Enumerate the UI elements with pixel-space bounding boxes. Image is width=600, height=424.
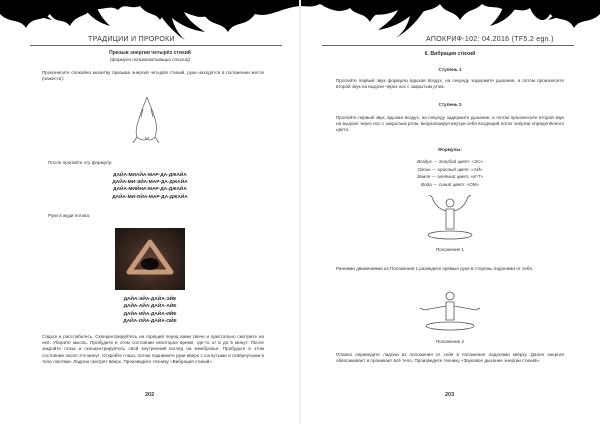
formulas-title: Формулы:: [438, 147, 462, 152]
step2-text: Пропойте первый звук, вдыхая воздух, на секунду задержите дыхание, а потом произнесите второй звук на выдохе через нос с закрытым ртом, визуализируя внутри себя входящий поток энергии определённого цвета.: [336, 115, 564, 133]
mantra-line: ДАЙА-АЙА-ДАЙА-АЙЕ: [123, 304, 177, 310]
page-header: АПОКРИФ-102: 04.2016 (ТF5.2 egn.): [426, 36, 554, 43]
praying-hands-illustration: [125, 95, 169, 145]
mantra-line: ДАЙА-МИ-ОЙА-МАР-ДА-ДЖАЙА: [112, 194, 188, 200]
formula-item: Вода — синий цвет: «ОМ»: [421, 181, 479, 187]
section-subtitle: (формула поливоактивации стихий): [110, 57, 190, 62]
hands-triangle-photo: [115, 228, 185, 290]
mantra-line: ДАЙА-МИ-ЭЙА-МАР-ДА-ДЖАЙА: [112, 180, 188, 186]
formula-item: Огонь — красный цвет: «АЙ»: [417, 166, 483, 172]
step2-title: Ступень 2: [438, 102, 462, 107]
final-paragraph: Плавно переведите ладони из положения от себя в положение ладонями кверху. Далее энергия обволакивает и проникает всё тело. Произведите технику «Звуковое дыхание энергии стихий».: [336, 352, 564, 364]
closing-paragraph: Сядьте и расслабьтесь. Сконцентрируйтесь на горящей перед вами свече и пристально смотрите на неё. Уберите мысль. Пробудите в этом состоянии некоторое время, где-то от 5 до 5 минут. После закройте глаза и сконцентрируйтесь свой внутренний взгляд на межбровье. Пробудьте в этом состоянии около 3-5 минут. Откройте глаза, потом поднимите руки вверх с согнутыми и отвёрнутыми в тела локтями. Ладони смотрят вверх. Произведите технику «Вибрация стихий».: [42, 334, 264, 364]
formulas-list: [360, 158, 540, 188]
hands-label: Руки в жуди потока:: [48, 213, 91, 218]
position-2-caption: Положение 2: [435, 339, 465, 344]
intro-paragraph: Произнесите спокойно молитву призыва энергий четырёх стихий, руки находятся в положении жести (нажести):: [42, 70, 264, 82]
mantra-line: ДАЙА-ЭЙА-ДАЙА-ЭЙЕ: [123, 297, 177, 302]
formula-item: Воздух — голубой цвет: «ЭС»: [417, 159, 483, 164]
section-title: 6. Вибрация стихий: [424, 51, 476, 57]
mantra-line: ДАЙА-МИЙНА-МАР-ДА-ДЖАЙА: [113, 187, 187, 193]
mantra-line: ДАЙА-ОЙА-ДАЙА-ОЙЕ: [123, 319, 177, 325]
position-1-figure: [422, 195, 478, 243]
header-divider: [322, 45, 574, 46]
page-number: 203: [445, 392, 455, 398]
mantra-line: ДАЙА-МИАЙА-МАР-ДА-ДЖАЙА: [113, 173, 187, 178]
middle-paragraph: Ранними движениями из Положения 1 разведите прямые руки в стороны ладонями от себя.: [336, 266, 534, 271]
after-image-text: После пропойте эту формулу:: [48, 160, 113, 165]
formula-item: Земля — зелёный цвет: «И-Т»: [416, 174, 484, 180]
right-page: [300, 0, 600, 424]
position-2-figure: [418, 288, 482, 334]
mantra-line: ДАЙА-ИЙА-ДАЙА-ИЙЕ: [123, 311, 177, 317]
step1-text: Пропойте первый звук формулы вдыхая воздух, на секунду задержите дыхание, а потом произнесите второй звук на выдохе через нос с закрытым ртом.: [336, 78, 564, 90]
mantra-block-2: [90, 296, 210, 326]
section-title: Призыв энергии четырёх стихий: [109, 50, 191, 56]
step1-title: Ступень 1: [438, 67, 462, 72]
page-header: ТРАДИЦИИ И ПРОРОКИ: [88, 36, 175, 43]
header-divider: [30, 45, 282, 46]
book-gutter: [299, 0, 301, 424]
mantra-block-1: [80, 172, 220, 201]
position-1-caption: Положение 1: [435, 247, 465, 252]
page-number: 202: [145, 392, 155, 398]
